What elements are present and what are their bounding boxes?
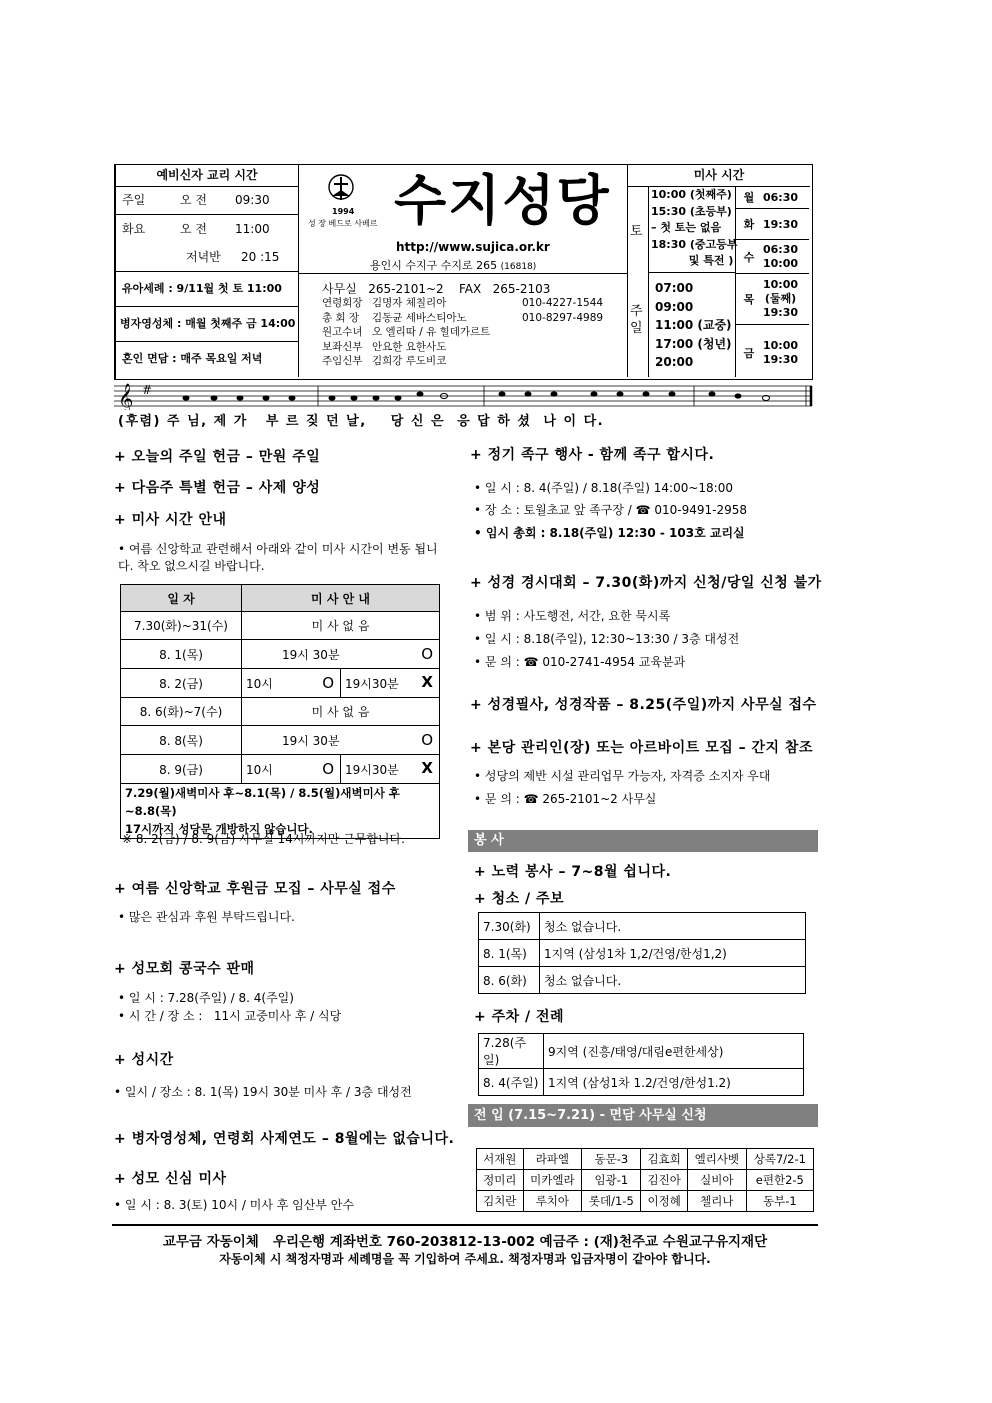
mass-weekdays	[735, 186, 809, 380]
footer-note: 자동이체 시 책정자명과 세례명을 꼭 기입하여 주세요. 책정자명과 입금자명이 같아야 합니다.	[219, 1252, 711, 1266]
office-hours-note: ※ 8. 2(금) / 8. 9(금) 사무실 14시까지만 근무합니다.	[122, 832, 405, 846]
notice-offering: + 오늘의 주일 헌금 – 만원 주일	[114, 449, 321, 465]
notice-marian-mass: + 성모 신심 미사	[114, 1171, 227, 1187]
church-logo-icon	[326, 172, 356, 212]
table-row: 8. 2(금) 10시 O 19시30분 X	[121, 669, 440, 698]
catechism-panel	[116, 165, 299, 377]
notice-mass-time: + 미사 시간 안내	[114, 512, 227, 528]
noodle-place: • 시 간 / 장 소 : 11시 교중미사 후 / 식당	[118, 1007, 341, 1024]
notice-labor-service: + 노력 봉사 – 7~8월 쉽니다.	[474, 864, 672, 880]
mass-sat-label: 토	[630, 224, 643, 239]
notice-summer-school: + 여름 신앙학교 후원금 모집 – 사무실 접수	[114, 881, 396, 897]
mass-sat-times: 10:00 (첫째주) 15:30 (초등부) – 첫 토는 없음 18:30 (중고등부 및 특전 )	[651, 188, 738, 267]
mass-title: 미사 시간	[628, 165, 810, 187]
table-row: 8. 1(목) 1지역 (삼성1차 1,2/건영/한성1,2)	[479, 940, 806, 967]
table-row: 8. 1(목) 19시 30분 O	[121, 640, 440, 669]
bullet-icon: •	[118, 542, 129, 556]
catechism-row: 주일 오 전 09:30	[116, 187, 298, 215]
section-bar-transfer: 전 입 (7.15~7.21) - 면담 사무실 신청	[468, 1104, 818, 1127]
cleaning-table	[478, 912, 806, 994]
notice-holy-hour: + 성시간	[114, 1052, 174, 1068]
notice-parking: + 주차 / 전례	[474, 1009, 565, 1025]
music-staff-icon	[114, 380, 814, 410]
logo-text: 성 장 베드로 사베르	[308, 219, 378, 228]
catechism-title: 예비신자 교리 시간	[116, 165, 298, 187]
table-row: 서재원 라파엘 동문-3 김효희 엘리사벳 상록7/2-1	[477, 1149, 814, 1170]
office-contacts	[322, 296, 603, 369]
office-row: 총 회 장 김동균 세바스티아노 010-8297-4989	[322, 311, 604, 324]
header-divider	[298, 273, 628, 274]
website-link[interactable]: http://www.sujica.or.kr	[396, 240, 550, 254]
marriage-interview: 혼인 면담 : 매주 목요일 저녁	[122, 352, 263, 365]
notice-recruit: + 본당 관리인(장) 또는 아르바이트 모집 – 간지 참조	[470, 740, 813, 756]
notice-footvolley: + 정기 족구 행사 - 함께 족구 합시다.	[470, 447, 715, 463]
office-row: 연령회장 김명자 체칠리아 010-4227-1544	[322, 297, 604, 309]
hymn-staff	[114, 380, 814, 410]
table-row: 8. 6(화) 청소 없습니다.	[479, 967, 806, 994]
church-name: 수지성당	[394, 169, 611, 232]
sick-communion: 병자영성체 : 매월 첫째주 금 14:00	[116, 307, 298, 342]
transfer-table	[476, 1148, 814, 1212]
footer-divider	[112, 1224, 818, 1226]
office-row: 원고수녀 오 엘리따 / 유 힐데가르트	[322, 326, 491, 338]
mass-sun-label: 주 일	[630, 304, 643, 336]
notice-special-offering: + 다음주 특별 헌금 – 사제 양성	[114, 480, 321, 496]
notice-cleaning: + 청소 / 주보	[474, 891, 565, 907]
weekday-mon: 월 06:30	[735, 186, 809, 209]
recruit-contact: • 문 의 : ☎ 265-2101~2 사무실	[474, 790, 656, 807]
table-row: 정미리 미카엘라 임광-1 김진아 실비아 e편한2-5	[477, 1170, 814, 1191]
section-bar-service: 봉 사	[468, 830, 818, 852]
table-row: 7.30(화) 청소 없습니다.	[479, 913, 806, 940]
bible-contest-contact: • 문 의 : ☎ 010-2741-4954 교육분과	[474, 653, 685, 670]
footvolley-meeting: • 임시 총회 : 8.18(주일) 12:30 - 103호 교리실	[474, 524, 745, 541]
mass-time-body: • 여름 신앙학교 관련해서 아래와 같이 미사 시간이 변동 됩니다. 착오 없으시길 바랍니다.	[118, 542, 438, 573]
footvolley-date: • 일 시 : 8. 4(주일) / 8.18(주일) 14:00~18:00	[474, 479, 733, 496]
footer-account: 교무금 자동이체 우리은행 계좌번호 760-203812-13-002 예금주 : (재)천주교 수원교구유지재단	[162, 1234, 768, 1250]
svg-text:𝄞: 𝄞	[118, 384, 134, 410]
office-row: 주임신부 김희강 루도비코	[322, 355, 447, 367]
table-note-row: 7.29(월)새벽미사 후~8.1(목) / 8.5(월)새벽미사 후~8.8(목) 17시까지 성당문 개방하지 않습니다.	[121, 784, 440, 839]
bible-contest-scope: • 범 위 : 사도행전, 서간, 요한 묵시록	[474, 607, 670, 624]
notice-sick-communion: + 병자영성체, 연령회 사제연도 – 8월에는 없습니다.	[114, 1131, 455, 1147]
weekday-fri: 금 10:00 19:30	[743, 338, 799, 366]
mass-sun-times: 07:00 09:00 11:00 (교중) 17:00 (청년) 20:00	[655, 281, 732, 369]
parking-table	[478, 1033, 804, 1096]
catechism-row: 화요 오 전 11:00	[122, 222, 270, 236]
notice-noodle-sale: + 성모회 콩국수 판매	[114, 961, 255, 977]
table-row: 8. 8(목) 19시 30분 O	[121, 726, 440, 755]
table-row: 7.30(화)~31(수) 미 사 없 음	[121, 612, 440, 640]
weekday-thu: 목 10:00 (둘째) 19:30	[735, 274, 809, 325]
weekday-wed: 수 06:30 10:00	[735, 240, 809, 274]
table-row: 8. 6(화)~7(수) 미 사 없 음	[121, 698, 440, 726]
bible-contest-date: • 일 시 : 8.18(주일), 12:30~13:30 / 3층 대성전	[474, 630, 739, 647]
recruit-body: • 성당의 제반 시설 관리업무 가능자, 자격증 소지자 우대	[474, 767, 770, 784]
table-row: 8. 4(주일) 1지역 (삼성1차 1.2/건영/한성1.2)	[479, 1069, 804, 1096]
notice-bible-copy: + 성경필사, 성경작품 – 8.25(주일)까지 사무실 접수	[470, 697, 817, 713]
weekday-tue: 화 19:30	[735, 209, 809, 240]
mass-schedule-table: 일 자 미 사 안 내 7.30(화)~31(수) 미 사 없 음 8. 1(목) 19시 30분 O 8. 2(금) 10시 O 19시30분 X 8. 6(화)~7(수) 미 사 없 음 8. 8(목) 19시 30분 O 8. 9(금) 10시 O 19시30분 X 7.29(월)새벽미사 후~8.1(목) / 8.5(월)새벽미사 후~8.8(목) 17시까지 성당문 개방하지 않습니다.	[120, 584, 440, 839]
marian-mass-body: • 일 시 : 8. 3(토) 10시 / 미사 후 임산부 안수	[114, 1196, 354, 1213]
table-row: 김치란 루치아 롯데/1-5 이정혜 첼리나 동부-1	[477, 1191, 814, 1212]
office-row: 보좌신부 안요한 요한사도	[322, 340, 447, 353]
notice-bible-contest: + 성경 경시대회 – 7.30(화)까지 신청/당일 신청 불가	[470, 575, 822, 591]
infant-baptism: 유아세례 : 9/11월 첫 토 11:00	[116, 272, 298, 307]
summer-school-body: • 많은 관심과 후원 부탁드립니다.	[118, 908, 295, 925]
office-phone: 사무실 265-2101~2 FAX 265-2103	[322, 282, 551, 296]
noodle-date: • 일 시 : 7.28(주일) / 8. 4(주일)	[118, 989, 294, 1006]
church-logo	[326, 172, 356, 212]
logo-year: 1994	[332, 207, 355, 216]
holy-hour-body: • 일시 / 장소 : 8. 1(목) 19시 30분 미사 후 / 3층 대성전	[114, 1083, 412, 1100]
footvolley-place: • 장 소 : 토월초교 앞 족구장 / ☎ 010-9491-2958	[474, 501, 747, 518]
catechism-row: 저녁반 20 :15	[116, 243, 298, 272]
table-row: 7.28(주일) 9지역 (진흥/태영/대림e편한세상)	[479, 1034, 804, 1069]
hymn-lyric: (후렴) 주 님, 제 가 부 르 짖 던 날, 당 신 은 응 답 하 셨 나 이 다.	[118, 414, 605, 429]
table-row: 8. 9(금) 10시 O 19시30분 X	[121, 755, 440, 784]
svg-text:#: #	[142, 383, 153, 397]
address: 용인시 수지구 수지로 265 (16818)	[370, 259, 537, 272]
